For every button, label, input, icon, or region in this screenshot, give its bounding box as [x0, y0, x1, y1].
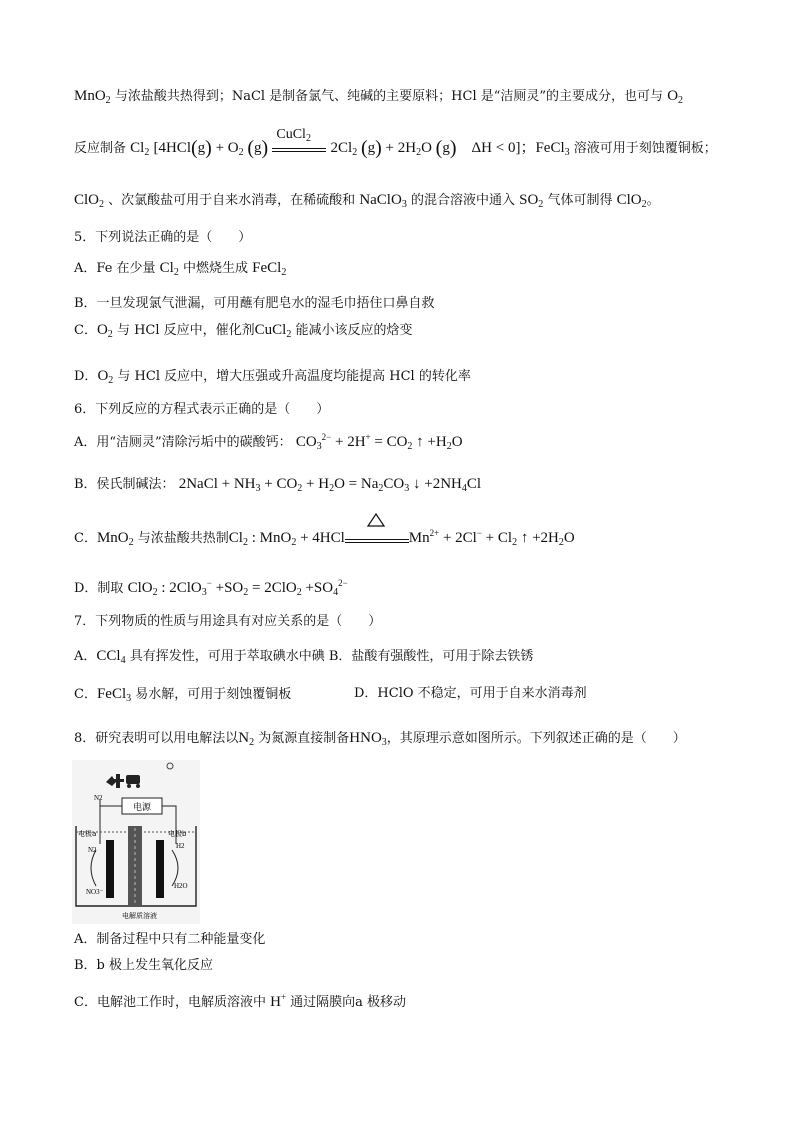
question-7-options-ab: A．CCl$_4$ 具有挥发性，可用于萃取碘水中碘 B．盐酸有强酸性，可用于除去铁锈 [74, 648, 534, 666]
svg-text:H2: H2 [176, 842, 185, 850]
question-5-option-b: B．一旦发现氯气泄漏，可用蘸有肥皂水的湿毛巾捂住口鼻自救 [74, 296, 435, 311]
catalyst-arrow: CuCl$_2$ [272, 139, 326, 159]
intro-line-2: 反应制备 $Cl_2$ [$4HCl(g) + O_2$ (g) CuCl$_2$ $2Cl_2$ $(g) + 2H_2O$ (g) ΔH < 0]；FeCl$_3$ 溶液可用于刻蚀覆铜板； [74, 126, 717, 159]
power-supply-label: 电源 [132, 803, 152, 813]
svg-text:N2: N2 [94, 794, 103, 802]
svg-text:N2: N2 [88, 846, 97, 854]
question-5-option-c: C．$O_2$ 与 HCl 反应中，催化剂CuCl$_2$ 能减小该反应的焓变 [74, 322, 413, 340]
intro-text-2: 反应制备 [74, 141, 127, 156]
intro-text-2-tail: 溶液可用于刻蚀覆铜板； [573, 141, 717, 156]
formula-o2: $O_2$ [667, 88, 684, 106]
question-6-option-c: C．MnO$_2$ 与浓盐酸共热制$Cl_2$ : MnO$_2$ + 4HCl $Mn^{2+} + 2Cl^- + Cl_2$ ↑ $+2H_2O$ [74, 528, 575, 549]
formula-mno2: MnO$_2$ [74, 88, 111, 106]
svg-text:电极a: 电极a [78, 830, 97, 838]
question-6-option-a: A．用“洁厕灵”清除污垢中的碳酸钙： $CO_3^{2-} + 2H^+ = CO_2$ ↑ $+H_2O$ [74, 432, 463, 452]
electrode-b [156, 840, 164, 898]
electrode-a [106, 840, 114, 898]
question-8-option-b: B．b 极上发生氧化反应 [74, 958, 214, 973]
question-5-stem: 5．下列说法正确的是（ ） [74, 230, 252, 245]
svg-text:NO3⁻: NO3⁻ [86, 888, 104, 896]
intro-line-1 [74, 86, 683, 107]
question-8-option-a: A．制备过程中只有二种能量变化 [74, 932, 266, 947]
question-8-option-c: C．电解池工作时，电解质溶液中 H+ 通过隔膜向a 极移动 [74, 992, 407, 1010]
question-7-option-d: D．HClO 不稳定，可用于自来水消毒剂 [354, 686, 587, 701]
svg-text:H2O: H2O [174, 882, 188, 890]
question-6-stem: 6．下列反应的方程式表示正确的是（ ） [74, 402, 330, 417]
intro-line-3: ClO$_2$ 、次氯酸盐可用于自来水消毒，在稀硫酸和 NaClO$_3$ 的混合溶液中通入 $SO_2$ 气体可制得 ClO$_2$。 [74, 192, 660, 210]
intro-text-1: 与浓盐酸共热得到；NaCl 是制备氯气、纯碱的主要原料；HCl 是“洁厕灵”的主要成分，也可与 [114, 89, 664, 104]
question-7-options-cd: C．FeCl$_3$ 易水解，可用于刻蚀覆铜板 [74, 686, 292, 704]
question-6-option-b: B．侯氏制碱法： 2NaCl + $NH_3 + CO_2 + H_2O = Na_2CO_3$ ↓ $+2NH_4Cl$ [74, 476, 482, 494]
question-5-option-a: A．Fe 在少量 $Cl_2$ 中燃烧生成 FeCl$_2$ [74, 260, 287, 278]
question-5-option-d: D．$O_2$ 与 HCl 反应中，增大压强或升高温度均能提高 HCl 的转化率 [74, 368, 471, 386]
formula-cl2: $Cl_2$ [130, 140, 150, 158]
electrolysis-diagram [72, 760, 200, 924]
reaction-equation: [$4HCl(g) + O_2$ (g) [153, 137, 269, 159]
question-8-stem: 8．研究表明可以用电解法以$N_2$ 为氮源直接制备$HNO_3$，其原理示意如图所示。下列叙述正确的是（ ） [74, 730, 686, 748]
question-7-stem: 7．下列物质的性质与用途具有对应关系的是（ ） [74, 614, 382, 629]
svg-text:电极b: 电极b [168, 830, 187, 838]
question-6-option-d: D．制取 ClO$_2$ : $2ClO_3^- +SO_2 = 2ClO_2 +SO_4^{2-}$ [74, 578, 348, 598]
svg-text:电解质溶液: 电解质溶液 [122, 912, 157, 920]
heating-arrow [345, 529, 409, 549]
